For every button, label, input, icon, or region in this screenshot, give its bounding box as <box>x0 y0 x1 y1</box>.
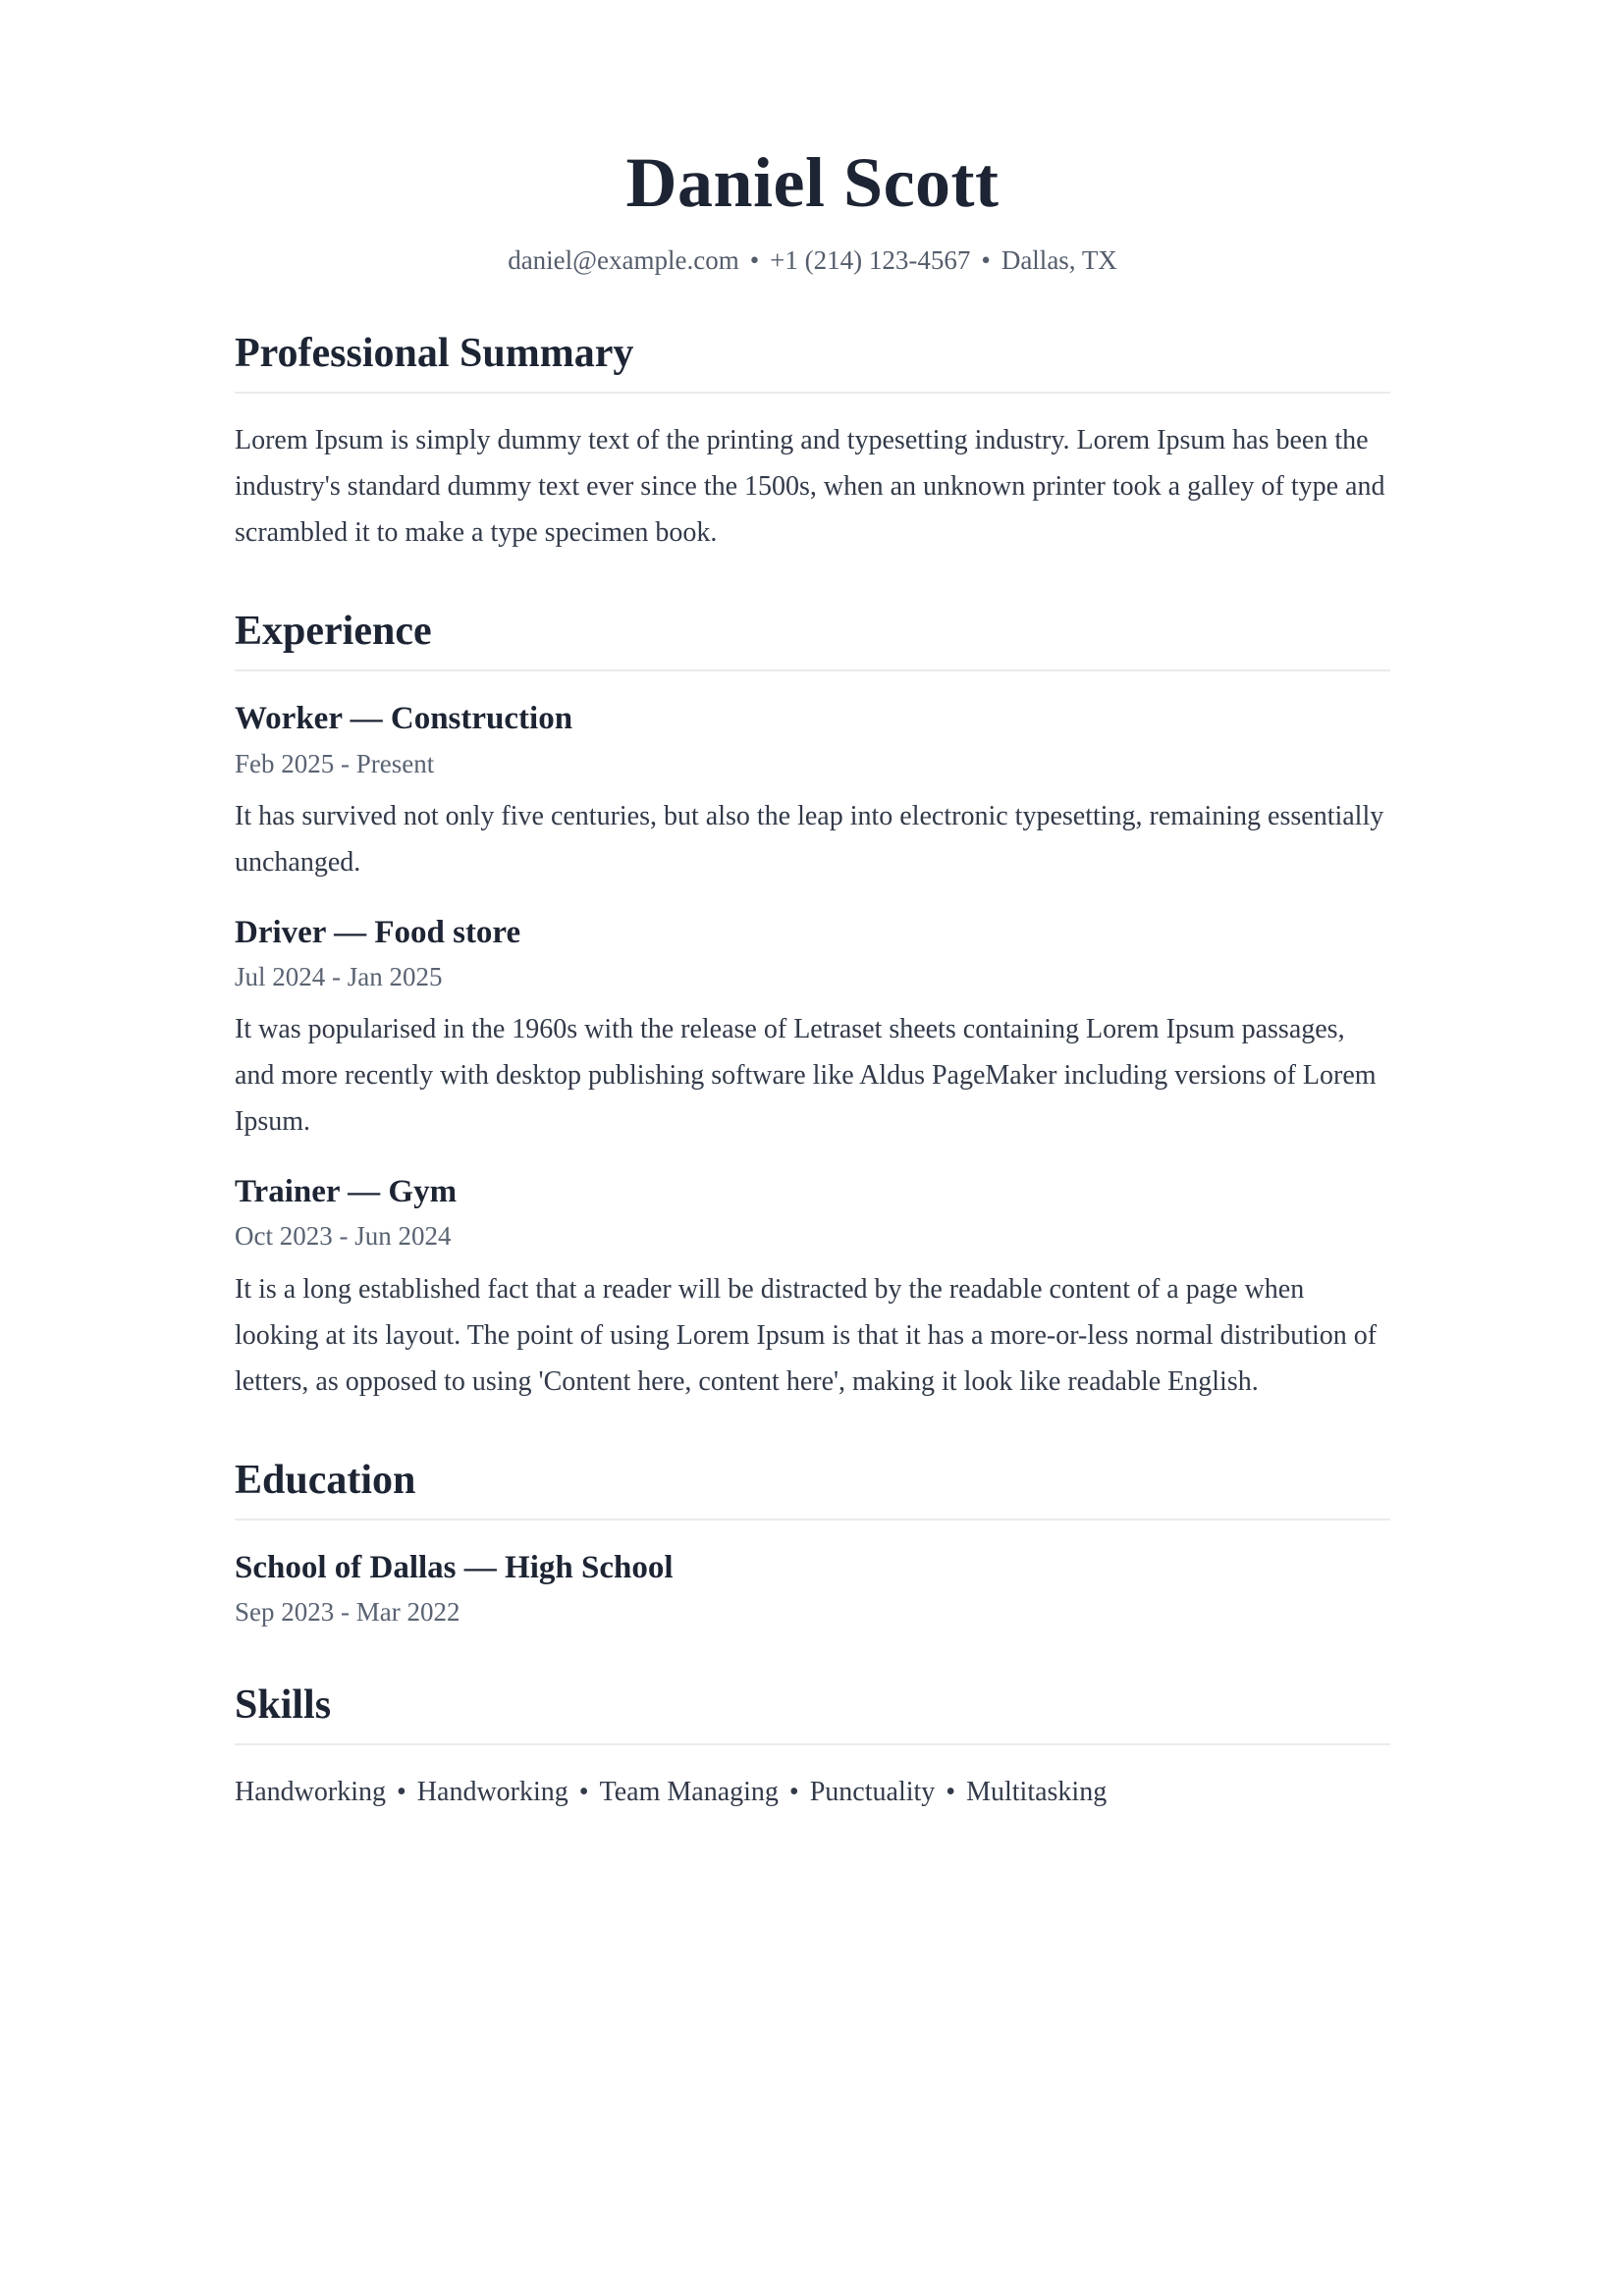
skills-separator-dot: • <box>946 1777 956 1808</box>
experience-section-heading: Experience <box>235 609 1390 671</box>
section-experience <box>235 609 1390 1404</box>
education-section-heading: Education <box>235 1458 1390 1521</box>
job-title: Driver — Food store <box>235 914 521 950</box>
job-dates: Jul 2024 - Jan 2025 <box>235 962 443 992</box>
skills-list <box>235 1769 1390 1815</box>
skill-item: Handworking <box>235 1777 386 1808</box>
skill-item: Punctuality <box>809 1777 936 1808</box>
school-dates: Sep 2023 - Mar 2022 <box>235 1596 460 1627</box>
job-title: Worker — Construction <box>235 701 573 737</box>
summary-section-heading: Professional Summary <box>235 331 1390 394</box>
job-description: It was popularised in the 1960s with the release of Letraset sheets containing Lorem Ipsum passages, and more recently with desktop publishing software like Aldus PageMaker including versions of Lorem Ipsum. <box>235 1014 1377 1138</box>
job-dates: Oct 2023 - Jun 2024 <box>235 1221 452 1252</box>
school-title: School of Dallas — High School <box>235 1549 674 1585</box>
page-title: Daniel Scott <box>625 143 1000 222</box>
job-description: It is a long established fact that a reader will be distracted by the readable content of a page when looking at its layout. The point of using Lorem Ipsum is that it has a more-or-less normal distribution of letters, as opposed to using 'Content here, content here', making it look like readable English. <box>235 1273 1378 1397</box>
education-entry <box>235 1548 1390 1629</box>
skills-separator-dot: • <box>788 1777 799 1808</box>
section-professional-summary <box>235 331 1390 556</box>
skill-item: Multitasking <box>966 1777 1108 1808</box>
experience-entry <box>235 699 1390 884</box>
contact-line <box>235 243 1390 278</box>
job-description: It has survived not only five centuries, but also the leap into electronic typesetting, remaining essentially unchanged. <box>235 800 1384 878</box>
job-title: Trainer — Gym <box>235 1174 458 1210</box>
skill-item: Handworking <box>416 1777 568 1808</box>
skills-separator-dot: • <box>578 1777 589 1808</box>
contact-separator-dot: • <box>981 245 991 275</box>
experience-entry <box>235 913 1390 1145</box>
skills-separator-dot: • <box>396 1777 406 1808</box>
contact-location: Dallas, TX <box>1001 245 1117 275</box>
job-dates: Feb 2025 - Present <box>235 748 435 778</box>
summary-text: Lorem Ipsum is simply dummy text of the printing and typesetting industry. Lorem Ipsum has been the industry's standard dummy text ever since the 1500s, when an unknown printer took a galley of type and scrambled it to make a type specimen book. <box>235 425 1385 549</box>
resume-header <box>235 143 1390 278</box>
contact-phone: +1 (214) 123-4567 <box>770 245 971 275</box>
contact-separator-dot: • <box>749 245 760 275</box>
contact-email: daniel@example.com <box>508 245 739 275</box>
skills-section-heading: Skills <box>235 1682 1390 1745</box>
section-skills <box>235 1682 1390 1815</box>
experience-entry <box>235 1172 1390 1404</box>
section-education <box>235 1458 1390 1630</box>
skill-item: Team Managing <box>599 1777 779 1808</box>
